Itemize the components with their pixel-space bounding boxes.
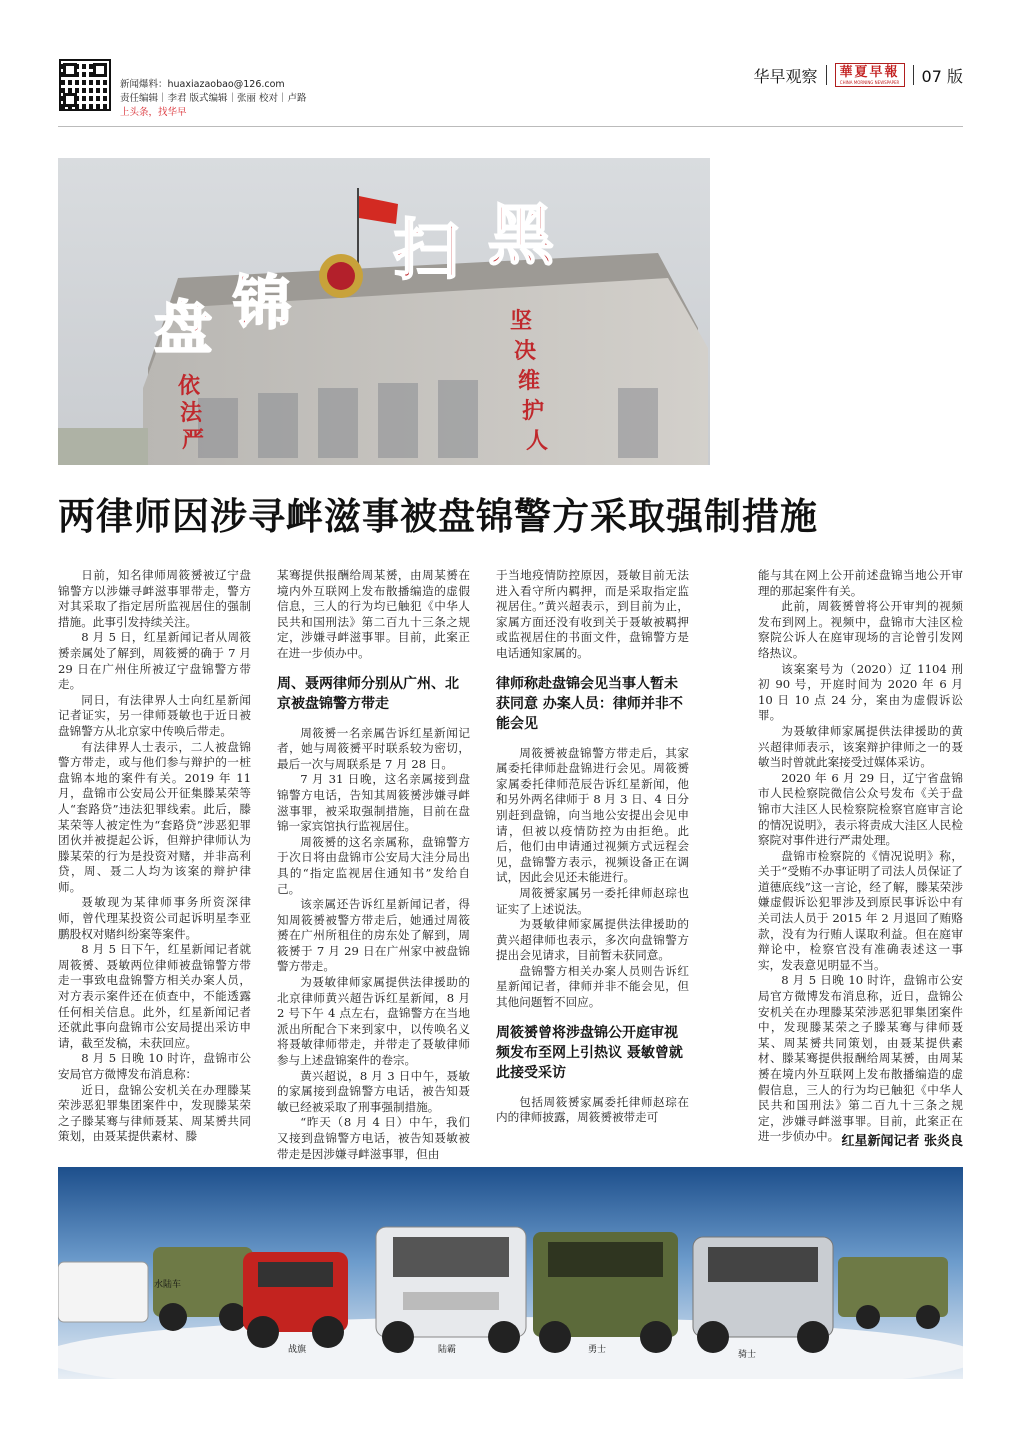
article-column-3 (496, 568, 689, 1126)
vehicle-label: 勇士 (588, 1345, 607, 1355)
sign-char: 黑 (488, 197, 554, 274)
paragraph: 包括周筱赟家属委托律师赵琮在内的律师披露，周筱赟被带走可 (496, 1094, 689, 1125)
svg-text:决: 决 (514, 339, 537, 364)
vehicle-label: 战旗 (288, 1345, 307, 1355)
article-column-4 (758, 568, 963, 1145)
car-yongshi (533, 1232, 678, 1353)
subheading: 律师称赴盘锦会见当事人暂未获同意 办案人员：律师并非不能会见 (496, 675, 683, 732)
paragraph: 周筱赟一名亲属告诉红星新闻记者，她与周筱赟平时联系较为密切，最后一次与周联系是 7 月 28 日。 (277, 725, 470, 771)
paragraph: 该案案号为（2020）辽 1104 刑初 90 号，开庭时间为 2020 年 6 月 10 日 10 点 24 分，案由为虚假诉讼罪。 (758, 661, 963, 723)
paragraph: 有法律界人士表示，二人被盘锦警方带走，或与他们参与辩护的一桩盘锦本地的案件有关。2019 年 11 月，盘锦市公安局公开征集滕某荣等人“套路贷”违法犯罪线索。此后，滕某荣等人被定性为“套路贷”涉恶犯罪团伙并被提起公诉，但辩护律师认为滕某荣的行为是投资对赌，并非高利贷，周、聂二人均为该案的辩护律师。 (58, 739, 251, 894)
paragraph: 7 月 31 日晚，这名亲属接到盘锦警方电话，告知其周筱赟涉嫌寻衅滋事罪，被采取强制措施，目前在盘锦一家宾馆执行监视居住。 (277, 772, 470, 834)
car-qishi (693, 1237, 833, 1353)
building-photo (58, 158, 710, 465)
svg-text:护: 护 (522, 399, 545, 424)
vehicle-label: 陆霸 (438, 1345, 457, 1355)
car-luba (376, 1227, 526, 1353)
paragraph: 2020 年 6 月 29 日，辽宁省盘锦市人民检察院微信公众号发布《关于盘锦市大洼区人民检察院检察官庭审言论的情况说明》，表示将责成大洼区人民检察院对事件进行严肃处理。 (758, 770, 963, 848)
divider (913, 65, 914, 85)
paragraph: 近日，盘锦公安机关在办理滕某荣涉恶犯罪集团案件中，发现滕某荣之子滕某骞与律师聂某、周某赟共同策划，由聂某提供素材、滕 (58, 1082, 251, 1144)
paragraph: 聂敏现为某律师事务所资深律师，曾代理某投资公司起诉明星李亚鹏股权对赌纠纷案等案件。 (58, 895, 251, 941)
paragraph: 周筱赟被盘锦警方带走后，其家属委托律师赴盘锦进行会见。周筱赟家属委托律师范辰告诉红星新闻，他和另外两名律师于 8 月 3 日、4 日分别赶到盘锦，向当地公安提出会见申请，但被以疫情防控为由拒绝。此后，他们由申请通过视频方式远程会见，盘锦警方表示，视频设备正在调试，因此会见还未能进行。 (496, 745, 689, 885)
paragraph: 同日，有法律界人士向红星新闻记者证实，另一律师聂敏也于近日被盘锦警方从北京家中传唤后带走。 (58, 692, 251, 738)
paragraph: 黄兴超说，8 月 3 日中午，聂敏的家属接到盘锦警方电话，被告知聂敏已经被采取了刑事强制措施。 (277, 1068, 470, 1114)
header-meta (120, 78, 307, 120)
svg-text:严: 严 (182, 428, 205, 453)
headline: 两律师因涉寻衅滋事被盘锦警方采取强制措施 (58, 495, 818, 538)
sign-char: 盘 (154, 294, 213, 362)
svg-text:人: 人 (526, 429, 549, 454)
svg-text:法: 法 (180, 401, 203, 426)
vehicle-label: 水陆车 (154, 1280, 182, 1290)
tip-label: 新闻爆料： (120, 79, 168, 90)
subheading: 周、聂两律师分别从广州、北京被盘锦警方带走 (277, 675, 459, 712)
header-right (754, 63, 963, 87)
paragraph: “昨天（8 月 4 日）中午，我们又接到盘锦警方电话，被告知聂敏被带走是因涉嫌寻衅滋事罪，但由 (277, 1115, 470, 1161)
sign-char: 锦 (233, 269, 292, 337)
divider (826, 65, 827, 85)
paragraph: 周筱赟家属另一委托律师赵琮也证实了上述说法。 (496, 885, 689, 916)
article-column-2 (277, 568, 470, 1162)
paragraph: 日前，知名律师周筱赟被辽宁盘锦警方以涉嫌寻衅滋事罪带走，警方对其采取了指定居所监视居住的强制措施。此事引发持续关注。 (58, 568, 251, 629)
vehicle-advertisement (58, 1167, 963, 1379)
paragraph: 能与其在网上公开前述盘锦当地公开审理的那起案件有关。 (758, 568, 963, 598)
article-column-1 (58, 568, 251, 1145)
qr-code-icon (59, 59, 111, 111)
svg-text:坚: 坚 (510, 309, 533, 334)
paragraph: 盘锦警方相关办案人员则告诉红星新闻记者，律师并非不能会见，但其他问题暂不回应。 (496, 963, 689, 1010)
paragraph: 周筱赟的这名亲属称，盘锦警方于次日将由盘锦市公安局大洼分局出具的“指定监视居住通知书”发给自己。 (277, 834, 470, 896)
vehicle-label: 骑士 (738, 1350, 757, 1360)
section-title: 华早观察 (753, 66, 818, 86)
paragraph: 为聂敏律师家属提供法律援助的黄兴超律师表示，该案辩护律师之一的聂敏当时曾就此案接受过媒体采访。 (758, 723, 963, 770)
svg-text:维: 维 (518, 369, 541, 394)
slogan: 上头条，找华早 (120, 107, 187, 118)
subheading: 周筱赟曾将涉盘锦公开庭审视频发布至网上引热议 聂敏曾就此接受采访 (496, 1024, 683, 1081)
paragraph: 该亲属还告诉红星新闻记者，得知周筱赟被警方带走后，她通过周筱赟在广州所租住的房东处了解到，周筱赟于 7 月 29 日在广州家中被盘锦警方带走。 (277, 897, 470, 974)
sign-char: 扫 (393, 212, 459, 289)
svg-text:依: 依 (178, 374, 201, 399)
newspaper-logo (835, 63, 905, 87)
paragraph: 8 月 5 日下午，红星新闻记者就周筱赟、聂敏两位律师被盘锦警方带走一事致电盘锦警方相关办案人员，对方表示案件还在侦查中，不能透露任何相关信息。此外，红星新闻记者还就此事向盘锦市公安局提出采访申请，截至发稿，未获回应。 (58, 942, 251, 1050)
byline: 红星新闻记者 张炎良 (841, 1134, 963, 1149)
paragraph: 8 月 5 日晚 10 时许，盘锦市公安局官方微博发布消息称，近日，盘锦公安机关在办理滕某荣涉恶犯罪集团案件中，发现滕某荣之子滕某骞与律师聂某、周某赟共同策划，由聂某提供素材、滕某骞提供报酬给周某赟，由周某赟在境内外互联网上发布散播编造的虚假信息，三人的行为均已触犯《中华人民共和国刑法》第二百九十三条之规定，涉嫌寻衅滋事罪。目前，此案正在进一步侦办中。 (758, 973, 963, 1144)
paragraph: 于当地疫情防控原因，聂敏目前无法进入看守所内羁押，而是采取指定监视居住。”黄兴超表示，到目前为止，家属方面还没有收到关于聂敏被羁押或监视居住的书面文件，盘锦警方是电话通知家属的。 (496, 568, 689, 660)
page-number: 07 版 (921, 66, 963, 86)
paragraph: 8 月 5 日晚 10 时许，盘锦市公安局官方微博发布消息称： (58, 1051, 251, 1081)
logo-subtext: CHINA MORNING NEWSPAPER (839, 79, 900, 85)
paragraph: 为聂敏律师家属提供法律援助的黄兴超律师也表示，多次向盘锦警方提出会见请求，目前暂未获同意。 (496, 917, 689, 963)
tip-email[interactable]: huaxiazaobao@126.com (167, 79, 285, 90)
paragraph: 此前，周筱赟曾将公开审判的视频发布到网上。视频中，盘锦市大洼区检察院公诉人在庭审现场的言论曾引发网络热议。 (758, 599, 963, 660)
logo-text: 華夏早報 (839, 64, 900, 80)
header-rule (58, 126, 963, 127)
paragraph: 某骞提供报酬给周某赟，由周某赟在境内外互联网上发布散播编造的虚假信息，三人的行为均已触犯《中华人民共和国刑法》第二百九十三条之规定，涉嫌寻衅滋事罪。目前，此案正在进一步侦办中。 (277, 568, 470, 660)
editors-line: 责任编辑｜李君 版式编辑｜张丽 校对｜卢路 (120, 93, 307, 104)
paragraph: 盘锦市检察院的《情况说明》称，关于“受贿不办事证明了司法人员保证了道德底线”这一言论，经了解，滕某荣涉嫌虚假诉讼犯罪涉及到原民事诉讼中有关司法人员于 2015 年 2 月退回了贿赂款，没有为行贿人谋取利益。但在庭审辩论中，检察官没有准确表述这一事实，发表意见明显不当。 (758, 848, 963, 972)
paragraph: 为聂敏律师家属提供法律援助的北京律师黄兴超告诉红星新闻，8 月 2 号下午 4 点左右，盘锦警方在当地派出所配合下来到家中，以传唤名义将聂敏律师带走，并带走了聂敏律师参与上述盘锦案件的卷宗。 (277, 975, 470, 1068)
paragraph: 8 月 5 日，红星新闻记者从周筱赟亲属处了解到，周筱赟的确于 7 月 29 日在广州住所被辽宁盘锦警方带走。 (58, 630, 251, 692)
